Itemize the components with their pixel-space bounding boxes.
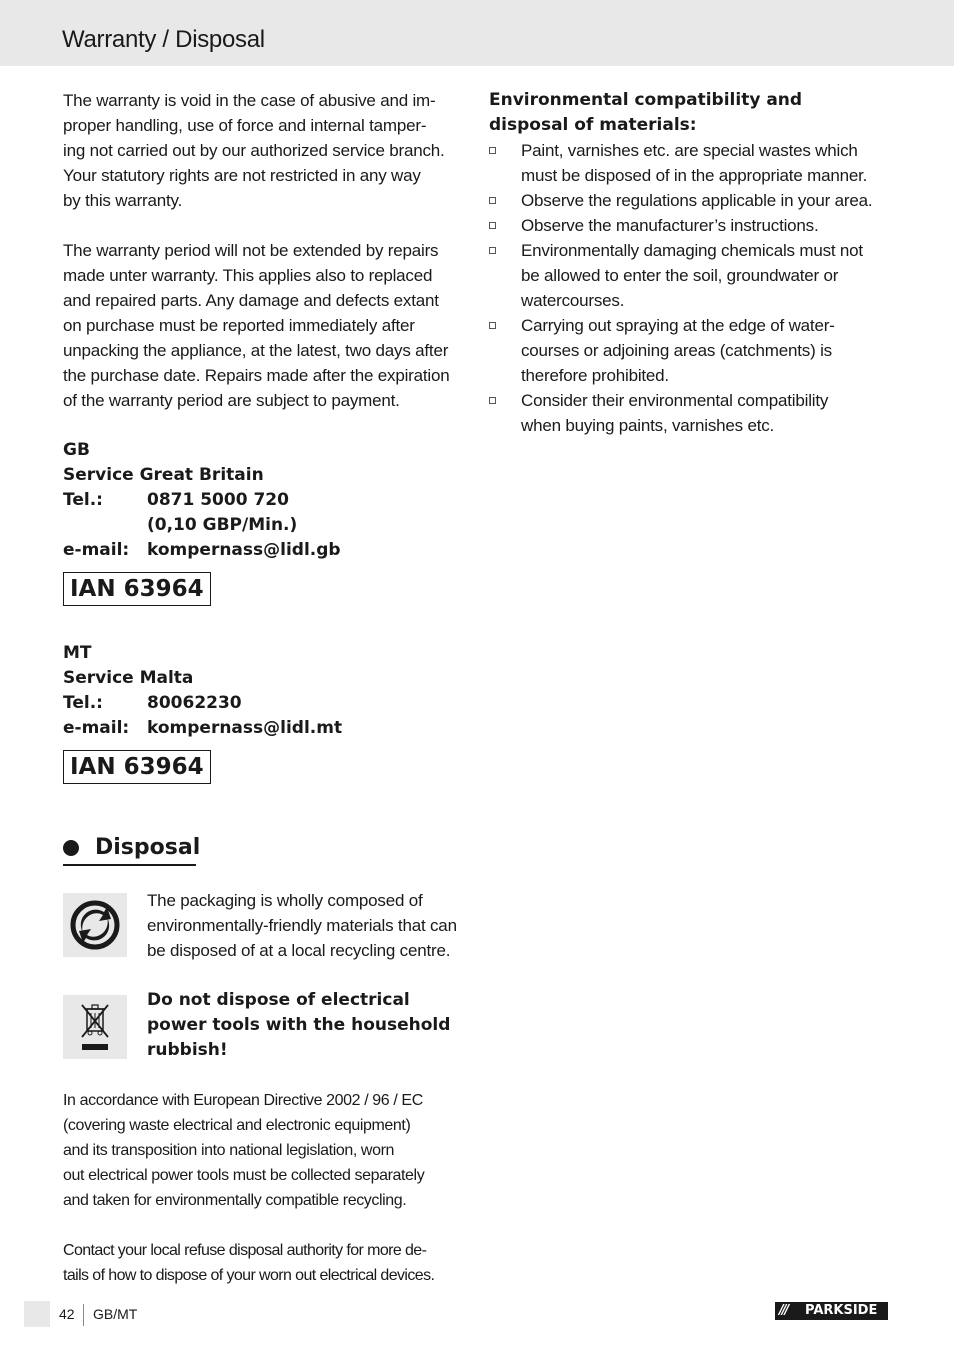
service-mt-country: MT: [63, 643, 92, 663]
service-gb-country: GB: [63, 440, 90, 460]
weee-warning-text: Do not dispose of electrical power tools with the household rubbish!: [147, 990, 451, 1060]
service-gb-rate: (0,10 GBP/Min.): [147, 515, 298, 535]
environment-heading: Environmental compatibility and disposal of materials:: [489, 90, 803, 135]
locale-label: GB/MT: [93, 1306, 138, 1322]
service-gb-email-row: e-mail: kompernass@lidl.gb: [63, 538, 463, 563]
ian-badge-gb: IAN 63964: [63, 572, 211, 606]
service-gb-block: [63, 438, 463, 563]
parkside-logo: [775, 1302, 888, 1320]
checkbox-square-icon: [489, 247, 496, 254]
page-number: 42: [59, 1306, 75, 1322]
right-column: [489, 88, 889, 438]
packaging-text: The packaging is wholly composed of environmentally-friendly materials that can be disposed of at a local recycling centre.: [147, 891, 457, 960]
service-mt-email-row: e-mail: kompernass@lidl.mt: [63, 716, 463, 741]
crossed-out-bin-icon: [63, 995, 127, 1059]
footer-divider: [83, 1304, 84, 1326]
service-gb-tel: 0871 5000 720: [147, 490, 289, 510]
checkbox-square-icon: [489, 222, 496, 229]
contact-paragraph: Contact your local refuse disposal authority for more de- tails of how to dispose of your worn out electrical devices.: [63, 1242, 435, 1284]
service-mt-tel: 80062230: [147, 693, 242, 713]
brand-slashes: ///: [779, 1303, 788, 1318]
checkbox-square-icon: [489, 397, 496, 404]
list-item: Environmentally damaging chemicals must not be allowed to enter the soil, groundwater or watercourses.: [489, 238, 889, 313]
list-item: Observe the regulations applicable in your area.: [489, 188, 889, 213]
green-dot-recycling-icon: [63, 893, 127, 957]
warranty-period-paragraph: The warranty period will not be extended by repairs made unter warranty. This applies also to replaced and repaired parts. Any damage and defects extant on purchase must be reported immediately after unpacking the appliance, at the latest, two days after the purchase date. Repairs made after the expiration of the warranty period are subject to payment.: [63, 241, 450, 410]
service-mt-block: [63, 641, 463, 741]
left-column: [63, 88, 463, 784]
checkbox-square-icon: [489, 197, 496, 204]
service-gb-name: Service Great Britain: [63, 465, 264, 485]
list-item: Carrying out spraying at the edge of water- courses or adjoining areas (catchments) is therefore prohibited.: [489, 313, 889, 388]
disposal-heading: [63, 833, 463, 863]
list-item: Observe the manufacturer’s instructions.: [489, 213, 889, 238]
warranty-void-paragraph: The warranty is void in the case of abusive and im- proper handling, use of force and internal tamper- ing not carried out by our authorized service branch. Your statutory rights are not restricted in any way by this warranty.: [63, 91, 445, 210]
checkbox-square-icon: [489, 147, 496, 154]
service-mt-email: kompernass@lidl.mt: [147, 718, 343, 738]
service-mt-name: Service Malta: [63, 668, 194, 688]
checkbox-square-icon: [489, 322, 496, 329]
footer-marker: [24, 1301, 50, 1327]
section-bullet-icon: [63, 840, 79, 856]
service-mt-tel-row: Tel.: 80062230: [63, 691, 463, 716]
list-item: Consider their environmental compatibility when buying paints, varnishes etc.: [489, 388, 889, 438]
service-gb-rate-row: [63, 513, 463, 538]
page-header: [0, 0, 954, 66]
ian-badge-mt: IAN 63964: [63, 750, 211, 784]
disposal-title: Disposal: [95, 835, 201, 860]
disposal-section: [63, 833, 463, 1293]
brand-name: PARKSIDE: [805, 1303, 878, 1318]
disposal-underline: [63, 864, 196, 866]
page-title: Warranty / Disposal: [62, 26, 265, 53]
list-item: Paint, varnishes etc. are special wastes which must be disposed of in the appropriate manner.: [489, 138, 889, 188]
service-gb-tel-row: Tel.: 0871 5000 720: [63, 488, 463, 513]
environment-list: [489, 138, 889, 438]
service-gb-email: kompernass@lidl.gb: [147, 540, 341, 560]
directive-paragraph: In accordance with European Directive 2002 / 96 / EC (covering waste electrical and electronic equipment) and its transposition into national legislation, worn out electrical power tools must be collected separately and taken for environmentally compatible recycling.: [63, 1092, 425, 1209]
